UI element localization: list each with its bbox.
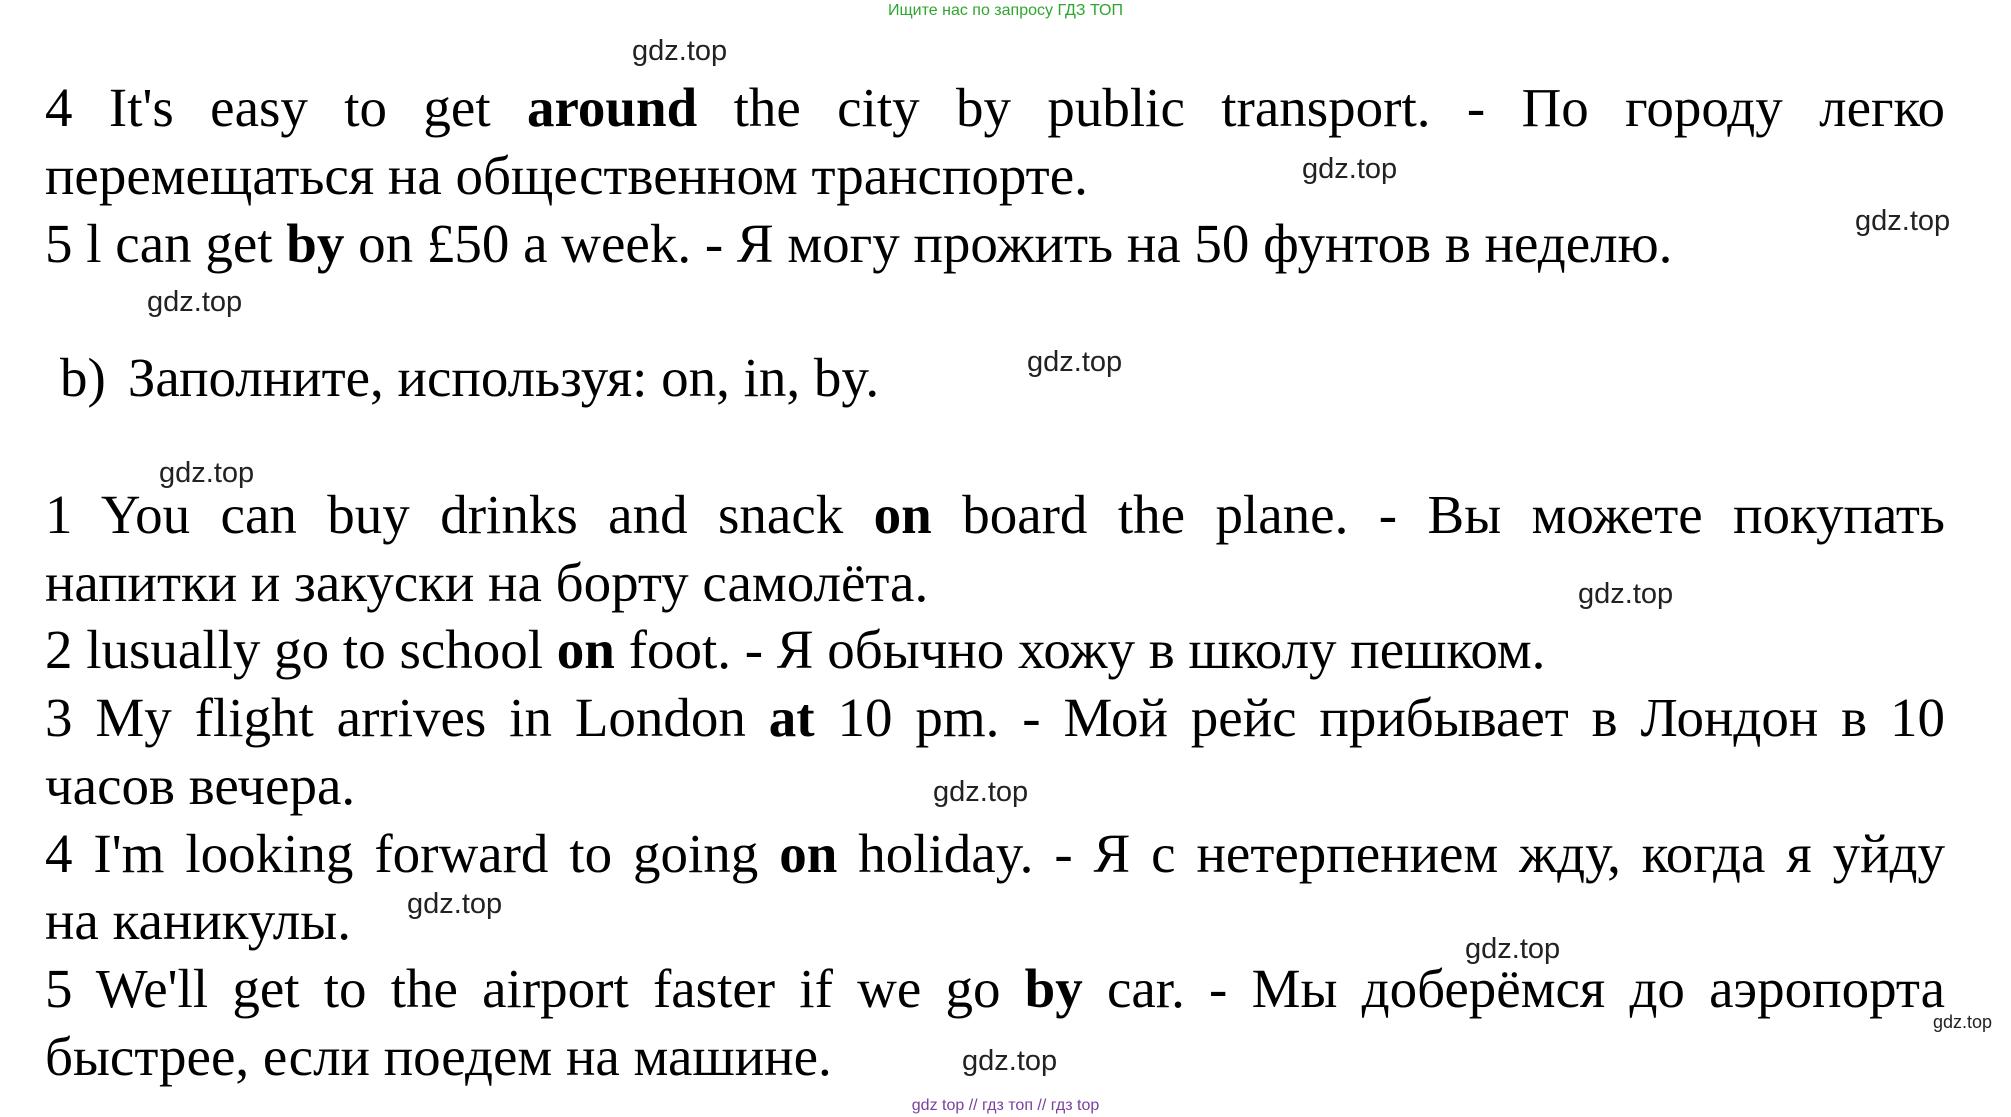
answer-line-b1 <box>45 484 1946 545</box>
answer-text: foot. - Я обычно хожу в школу пешком. <box>614 619 1546 680</box>
answer-keyword: at <box>768 687 815 748</box>
answer-line-b4 <box>45 823 1945 884</box>
answer-text: the city by public transport. - По городу легко <box>697 77 1945 138</box>
answer-keyword: on <box>873 484 932 545</box>
section-instruction: Заполните, используя: on, in, by. <box>127 347 880 408</box>
answer-line-a4-cont: перемещаться на общественном транспорте. <box>45 145 1088 206</box>
answer-text: holiday. - Я с нетерпением жду, когда я уйду <box>837 823 1945 884</box>
top-banner: Ищите нас по запросу ГДЗ ТОП <box>888 2 1123 19</box>
answer-text: 4 I'm looking forward to going <box>45 823 780 884</box>
answer-line-a4 <box>45 77 1945 138</box>
watermark: gdz.top <box>1465 933 1561 965</box>
watermark: gdz.top <box>1855 205 1951 237</box>
answer-text: on £50 a week. - Я могу прожить на 50 фунтов в неделю. <box>344 213 1673 274</box>
answer-text: car. - Мы доберёмся до аэропорта <box>1082 958 1945 1019</box>
answer-keyword: on <box>779 823 838 884</box>
answer-text: 4 It's easy to get <box>45 77 528 138</box>
watermark: gdz.top <box>1302 153 1398 185</box>
section-letter: b) <box>60 347 106 408</box>
watermark: gdz.top <box>407 888 503 920</box>
answer-line-b4-cont: на каникулы. <box>45 890 351 951</box>
watermark: gdz.top <box>632 35 728 67</box>
answer-line-b1-cont: напитки и закуски на борту самолёта. <box>45 552 929 613</box>
watermark: gdz.top <box>147 286 243 318</box>
answer-line-b5-cont: быстрее, если поедем на машине. <box>45 1026 832 1087</box>
answer-text: board the plane. - Вы можете покупать <box>931 484 1946 545</box>
watermark: gdz.top <box>159 457 255 489</box>
answer-keyword: by <box>1024 958 1083 1019</box>
answer-keyword: on <box>556 619 615 680</box>
watermark: gdz.top <box>1578 578 1674 610</box>
answer-text: 3 My flight arrives in London <box>45 687 769 748</box>
watermark: gdz.top <box>1027 346 1123 378</box>
answer-text: 10 pm. - Мой рейс прибывает в Лондон в 10 <box>814 687 1946 748</box>
answer-line-b2 <box>45 619 1546 680</box>
answer-text: 2 lusually go to school <box>45 619 557 680</box>
answer-line-b3-cont: часов вечера. <box>45 755 356 816</box>
answer-line-b3 <box>45 687 1946 748</box>
bottom-banner: gdz top // гдз топ // гдз top <box>911 1097 1100 1114</box>
answer-keyword: around <box>527 77 698 138</box>
watermark: gdz.top <box>933 776 1029 808</box>
answer-line-a5 <box>45 213 1673 274</box>
answer-text: 1 You can buy drinks and snack <box>45 484 874 545</box>
answer-line-b5 <box>45 958 1945 1019</box>
answer-text: 5 l can get <box>45 213 287 274</box>
watermark: gdz.top <box>962 1045 1058 1077</box>
answer-text: 5 We'll get to the airport faster if we go <box>45 958 1025 1019</box>
section-b-heading <box>60 347 880 408</box>
watermark: gdz.top <box>1933 1012 1993 1032</box>
answer-keyword: by <box>286 213 345 274</box>
